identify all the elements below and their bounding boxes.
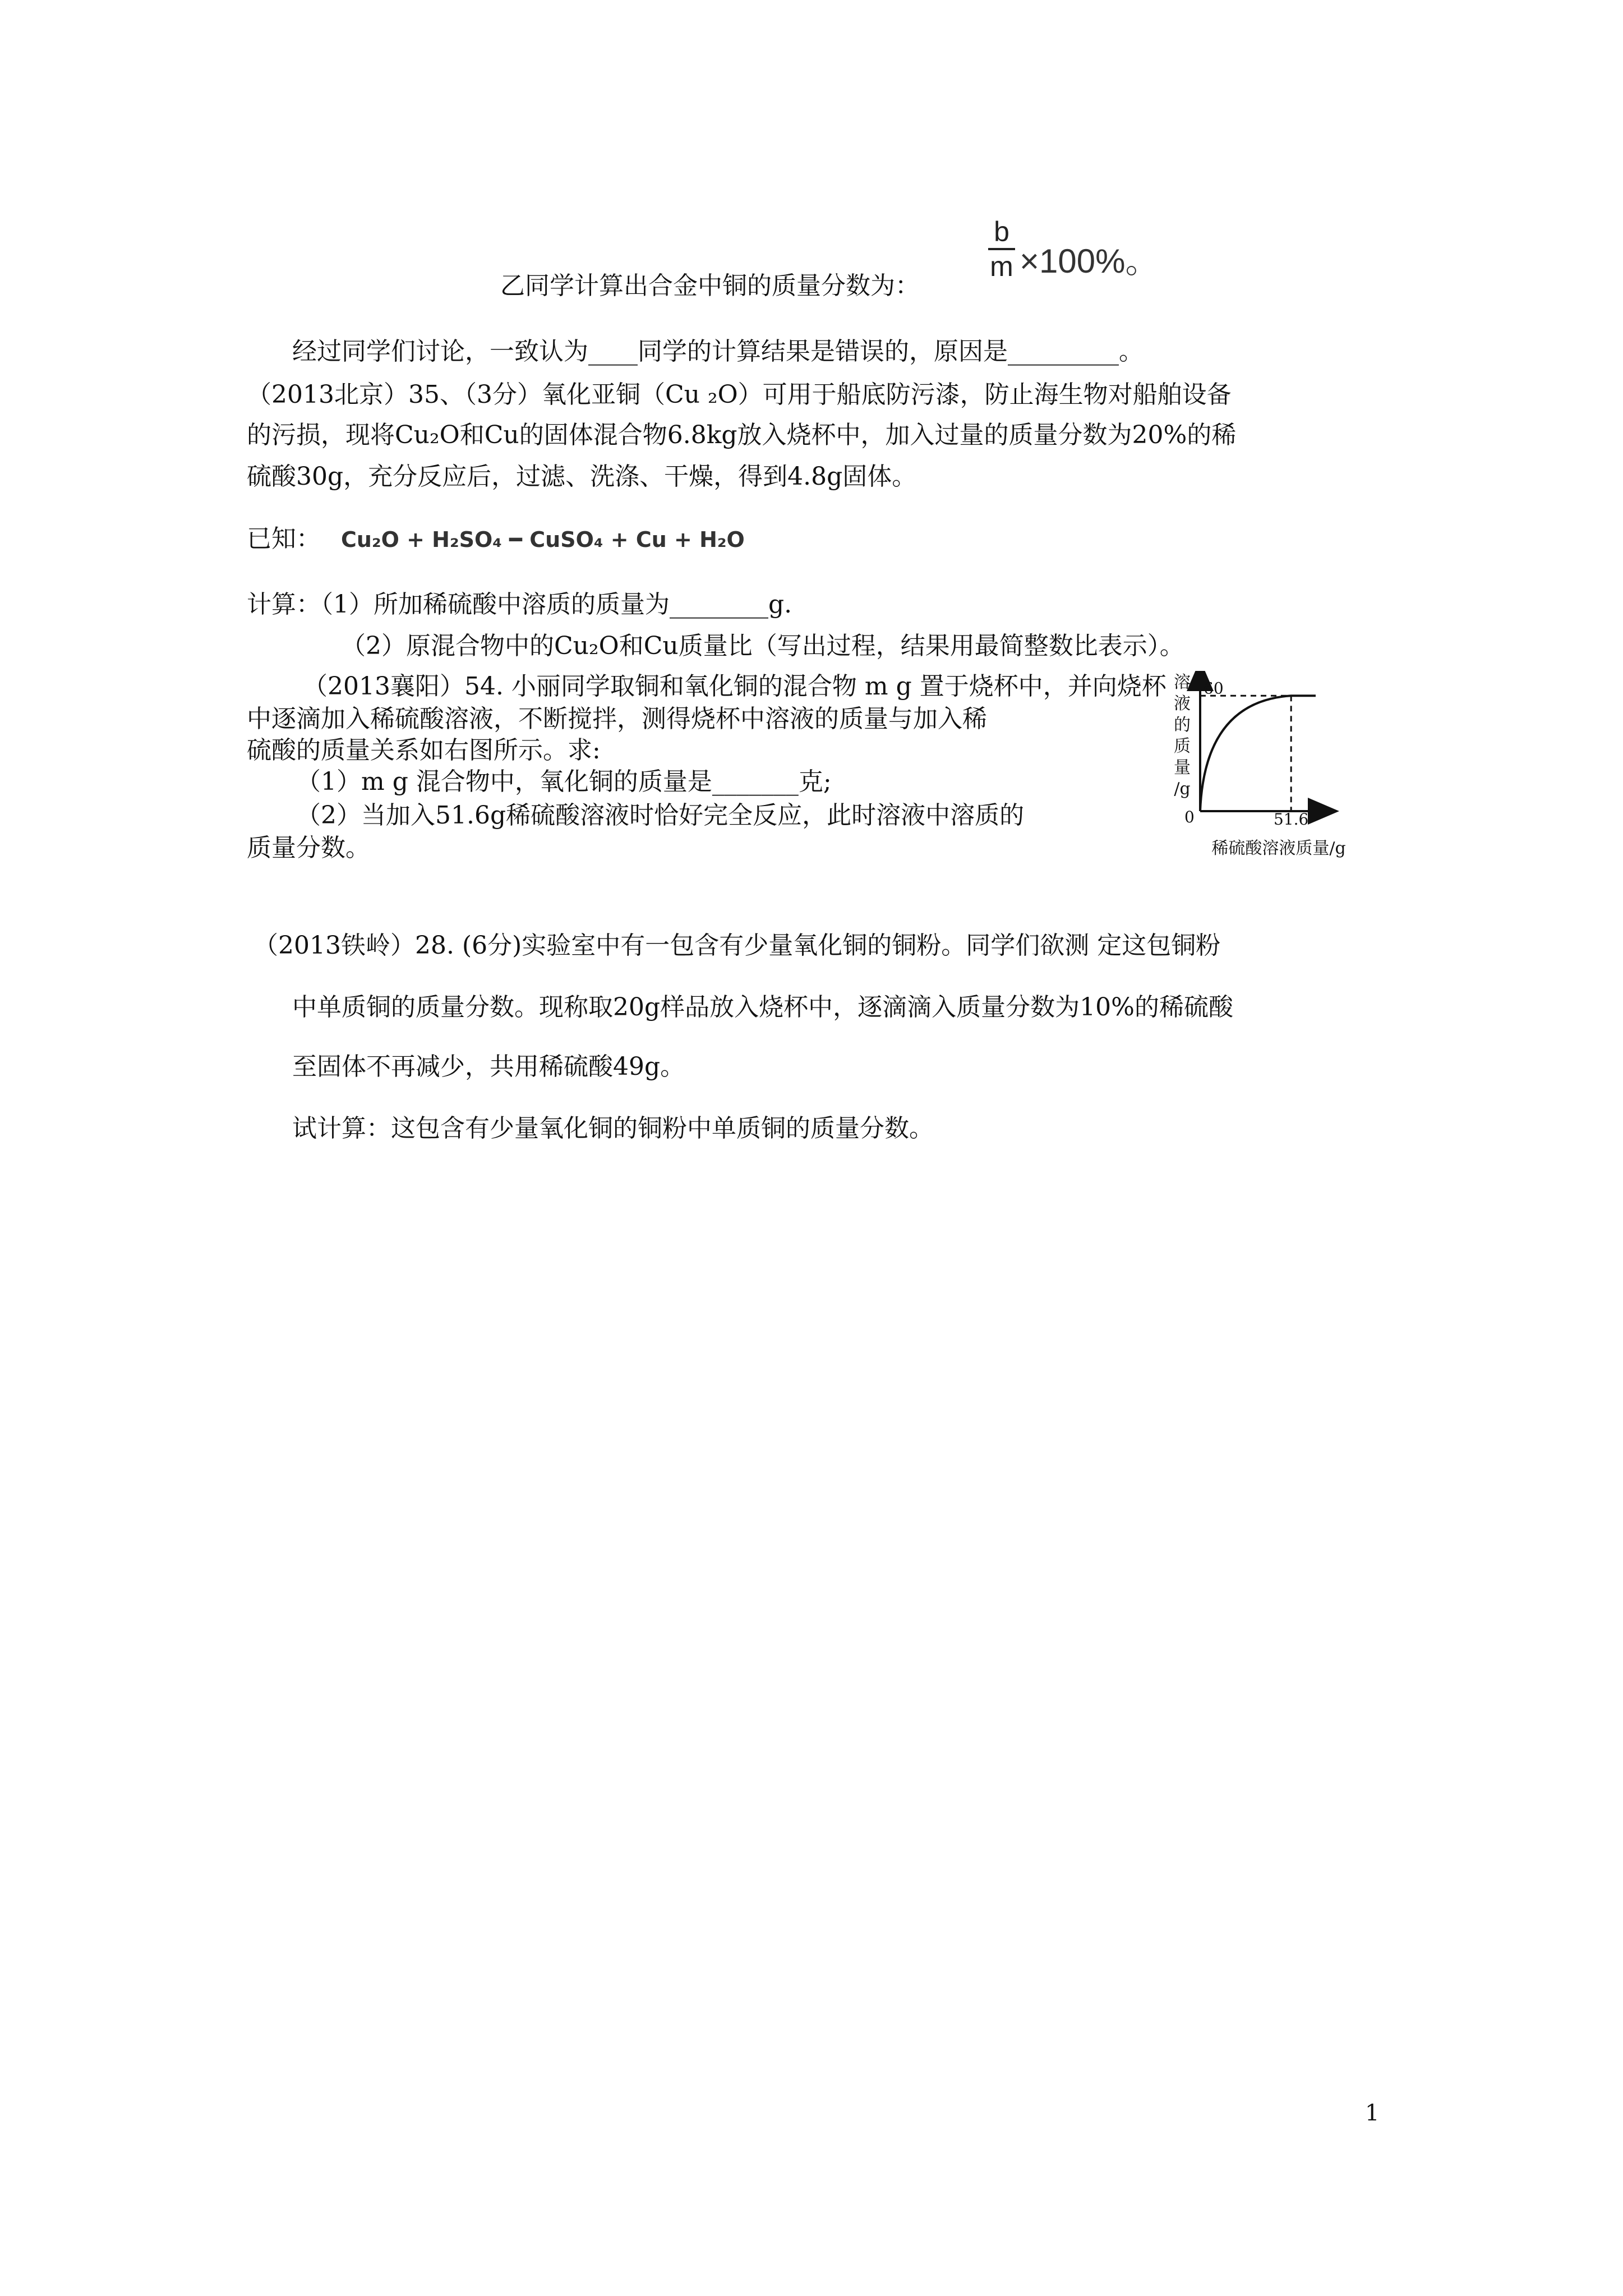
- solution-mass-chart: [1138, 671, 1385, 867]
- calc-part-1: 计算：（1）所加稀硫酸中溶质的质量为________g.: [247, 590, 792, 619]
- tieling-line-3: 至固体不再减少，共用稀硫酸49g。: [292, 1052, 685, 1081]
- x-tick-label: 51.6: [1273, 810, 1309, 829]
- reaction-equation: Cu₂O + H₂SO₄ ━ CuSO₄ + Cu + H₂O: [341, 527, 745, 552]
- beijing-line-3: 硫酸30g，充分反应后，过滤、洗涤、干燥，得到4.8g固体。: [247, 462, 917, 491]
- xiangyang-sub-2: （2）当加入51.6g稀硫酸溶液时恰好完全反应，此时溶液中溶质的: [296, 801, 1025, 830]
- beijing-line-1: （2013北京）35、（3分）氧化亚铜（Cu ₂O）可用于船底防污漆，防止海生物对船舶设备: [247, 380, 1232, 409]
- y-label-char: /g: [1174, 779, 1191, 799]
- y-label-char: 液: [1174, 694, 1191, 714]
- xiangyang-line-2: 中逐滴加入稀硫酸溶液，不断搅拌，测得烧杯中溶液的质量与加入稀: [247, 705, 987, 733]
- fraction-bar: [988, 248, 1015, 250]
- tieling-line-1: （2013铁岭）28. (6分)实验室中有一包含有少量氧化铜的铜粉。同学们欲测 定这包铜粉: [253, 931, 1221, 960]
- y-label-char: 量: [1174, 758, 1191, 777]
- formula-intro-text: 乙同学计算出合金中铜的质量分数为：: [500, 272, 920, 300]
- y-label-char: 溶: [1174, 673, 1191, 692]
- fraction-b-over-m: [988, 217, 1015, 282]
- xiangyang-sub-3: 质量分数。: [247, 834, 370, 862]
- fraction-denominator: m: [990, 251, 1013, 282]
- y-axis-title: [1174, 673, 1191, 799]
- xiangyang-line-3: 硫酸的质量关系如右图所示。求:: [247, 736, 601, 765]
- fraction-numerator: b: [994, 216, 1009, 247]
- data-curve: [1200, 696, 1316, 811]
- x-axis-title: 稀硫酸溶液质量/g: [1211, 839, 1346, 858]
- xiangyang-sub-1: （1）m g 混合物中，氧化铜的质量是_______克;: [296, 767, 832, 796]
- formula-percent-tail: ×100%。: [1020, 242, 1159, 280]
- y-label-char: 质: [1174, 737, 1191, 756]
- discussion-line: 经过同学们讨论，一致认为____同学的计算结果是错误的，原因是_________。: [292, 337, 1144, 366]
- beijing-line-2: 的污损，现将Cu₂O和Cu的固体混合物6.8kg放入烧杯中，加入过量的质量分数为20%的稀: [247, 421, 1237, 449]
- xiangyang-line-1: （2013襄阳）54. 小丽同学取铜和氧化铜的混合物 m g 置于烧杯中，并向烧杯: [303, 672, 1166, 701]
- tieling-line-4: 试计算：这包含有少量氧化铜的铜粉中单质铜的质量分数。: [292, 1114, 934, 1143]
- tieling-line-2: 中单质铜的质量分数。现称取20g样品放入烧杯中，逐滴滴入质量分数为10%的稀硫酸: [292, 993, 1233, 1022]
- y-tick-label: 60: [1204, 679, 1224, 698]
- page-number: 1: [1365, 2100, 1380, 2126]
- known-label: 已知：: [247, 524, 321, 553]
- calc-part-2: （2）原混合物中的Cu₂O和Cu质量比（写出过程，结果用最简整数比表示）。: [341, 632, 1184, 660]
- y-label-char: 的: [1174, 715, 1191, 735]
- origin-label: 0: [1184, 808, 1195, 826]
